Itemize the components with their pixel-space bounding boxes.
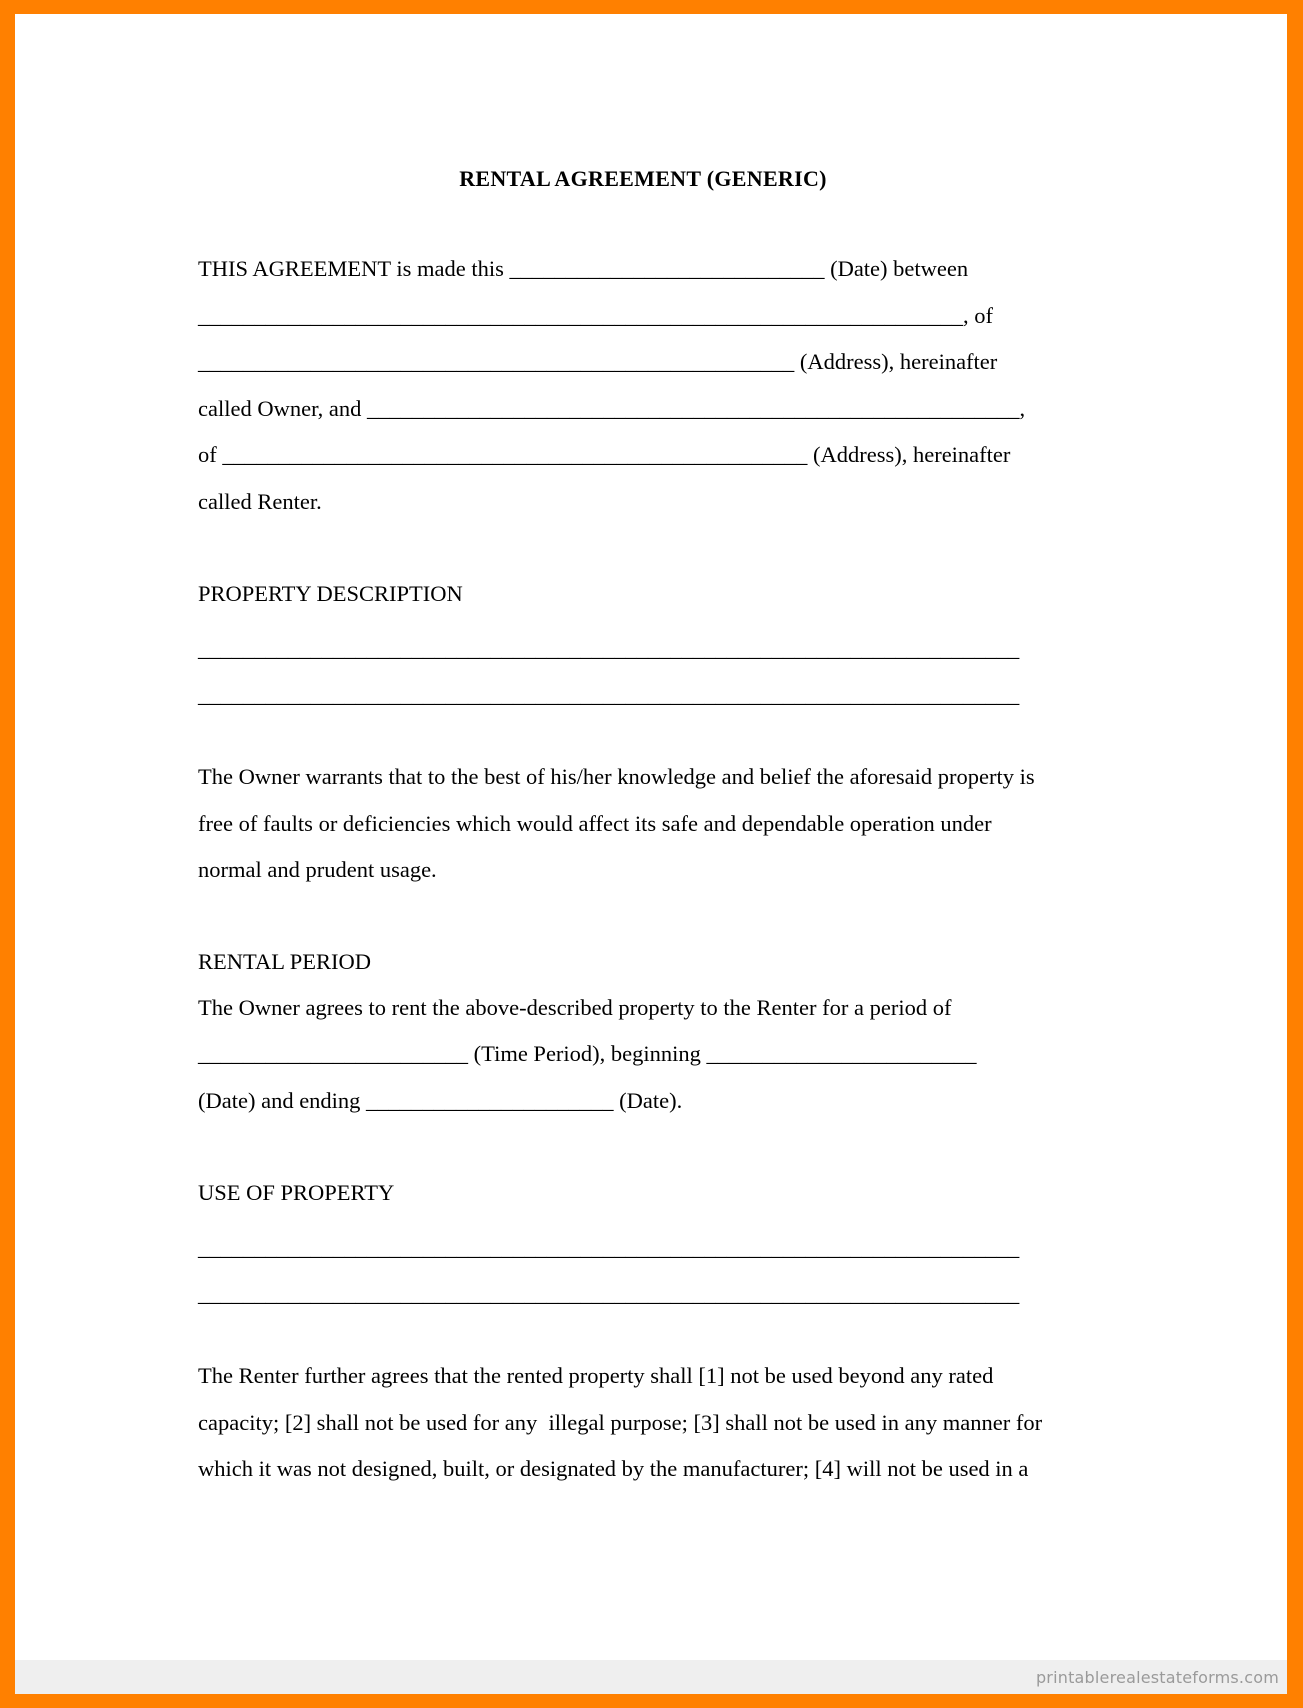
- intro-line-4: called Owner, and __________________________________________________________,: [198, 396, 1026, 421]
- rental-period-heading: RENTAL PERIOD: [198, 949, 371, 974]
- rental-period-line-1: The Owner agrees to rent the above-described property to the Renter for a period of: [198, 995, 952, 1020]
- warranty-line-1: The Owner warrants that to the best of his/her knowledge and belief the aforesaid property is: [198, 764, 1035, 789]
- watermark-url: printablerealestateforms.com: [1035, 1668, 1279, 1687]
- use-of-property-heading: USE OF PROPERTY: [198, 1180, 395, 1205]
- property-description-heading: PROPERTY DESCRIPTION: [198, 581, 463, 606]
- intro-line-1: THIS AGREEMENT is made this ____________________________ (Date) between: [198, 256, 969, 281]
- intro-line-3: _____________________________________________________ (Address), hereinafter: [198, 349, 998, 374]
- use-of-property-line-1: The Renter further agrees that the rented property shall [1] not be used beyond any rated: [198, 1363, 994, 1388]
- rental-period-line-2: ________________________ (Time Period), beginning ________________________: [198, 1041, 977, 1066]
- rental-period-line-3: (Date) and ending ______________________ (Date).: [198, 1088, 683, 1113]
- intro-line-2: ____________________________________________________________________, of: [198, 303, 993, 328]
- property-description-blank-2: _________________________________________________________________________: [198, 682, 1020, 707]
- document-title: RENTAL AGREEMENT (GENERIC): [459, 166, 827, 191]
- intro-line-6: called Renter.: [198, 489, 322, 514]
- warranty-line-2: free of faults or deficiencies which would affect its safe and dependable operation under: [198, 811, 992, 836]
- footer-bar: [15, 1660, 1287, 1694]
- document-page: [15, 14, 1287, 1694]
- warranty-line-3: normal and prudent usage.: [198, 857, 437, 882]
- use-of-property-blank-2: _________________________________________________________________________: [198, 1281, 1020, 1306]
- use-of-property-blank-1: _________________________________________________________________________: [198, 1235, 1020, 1260]
- use-of-property-line-2: capacity; [2] shall not be used for any illegal purpose; [3] shall not be used in any manner for: [198, 1410, 1043, 1435]
- use-of-property-line-3: which it was not designed, built, or designated by the manufacturer; [4] will not be used in a: [198, 1456, 1029, 1481]
- property-description-blank-1: _________________________________________________________________________: [198, 636, 1020, 661]
- document-body: [198, 14, 1088, 1481]
- intro-line-5: of ____________________________________________________ (Address), hereinafter: [198, 442, 1011, 467]
